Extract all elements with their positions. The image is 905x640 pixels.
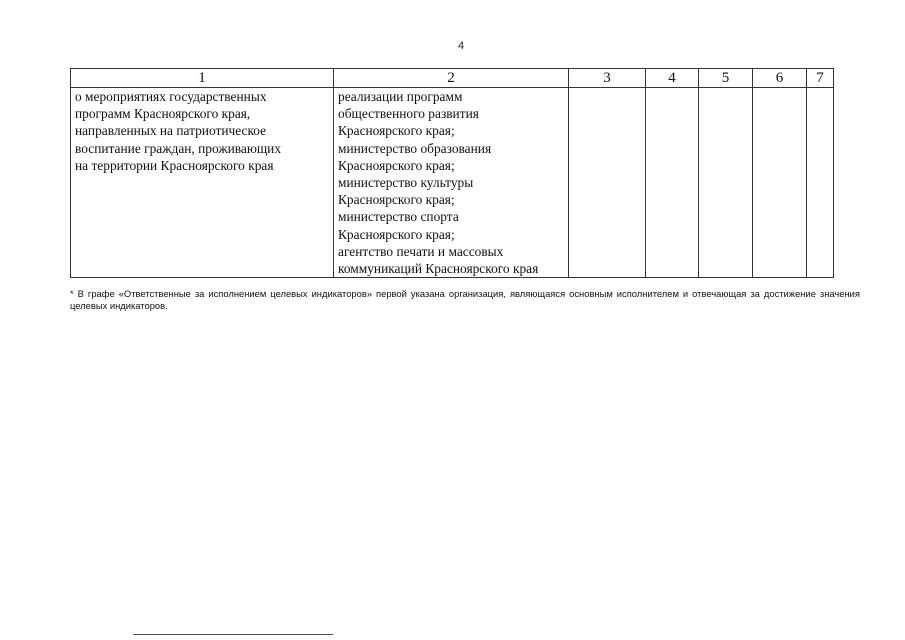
table-header-row [71, 69, 834, 88]
page-number: 4 [458, 40, 465, 52]
cell-col4 [646, 88, 699, 278]
header-cell-3: 3 [569, 69, 646, 88]
table-row [71, 88, 834, 278]
cell-col5 [699, 88, 753, 278]
header-cell-1: 1 [71, 69, 334, 88]
cell-col6 [753, 88, 807, 278]
header-cell-5: 5 [699, 69, 753, 88]
indicators-table [70, 68, 834, 278]
cell-col7 [807, 88, 834, 278]
footnote: * В графе «Ответственные за исполнением целевых индикаторов» первой указана организация, являющаяся основным исполнителем и отвечающая за достижение значения целевых индикаторов. [70, 288, 860, 311]
header-cell-6: 6 [753, 69, 807, 88]
cell-responsible-executors: реализации программ общественного развития Красноярского края; министерство образования Красноярского края; министерство культуры Красноярского края; министерство спорта Красноярского края; агентство печати и массовых коммуникаций Красноярского края [334, 88, 569, 278]
cell-measure-description: о мероприятиях государственных программ Красноярского края, направленных на патриотическое воспитание граждан, проживающих на территории Красноярского края [71, 88, 334, 278]
footer-rule [133, 634, 333, 635]
cell-col3 [569, 88, 646, 278]
header-cell-2: 2 [334, 69, 569, 88]
header-cell-7: 7 [807, 69, 834, 88]
header-cell-4: 4 [646, 69, 699, 88]
